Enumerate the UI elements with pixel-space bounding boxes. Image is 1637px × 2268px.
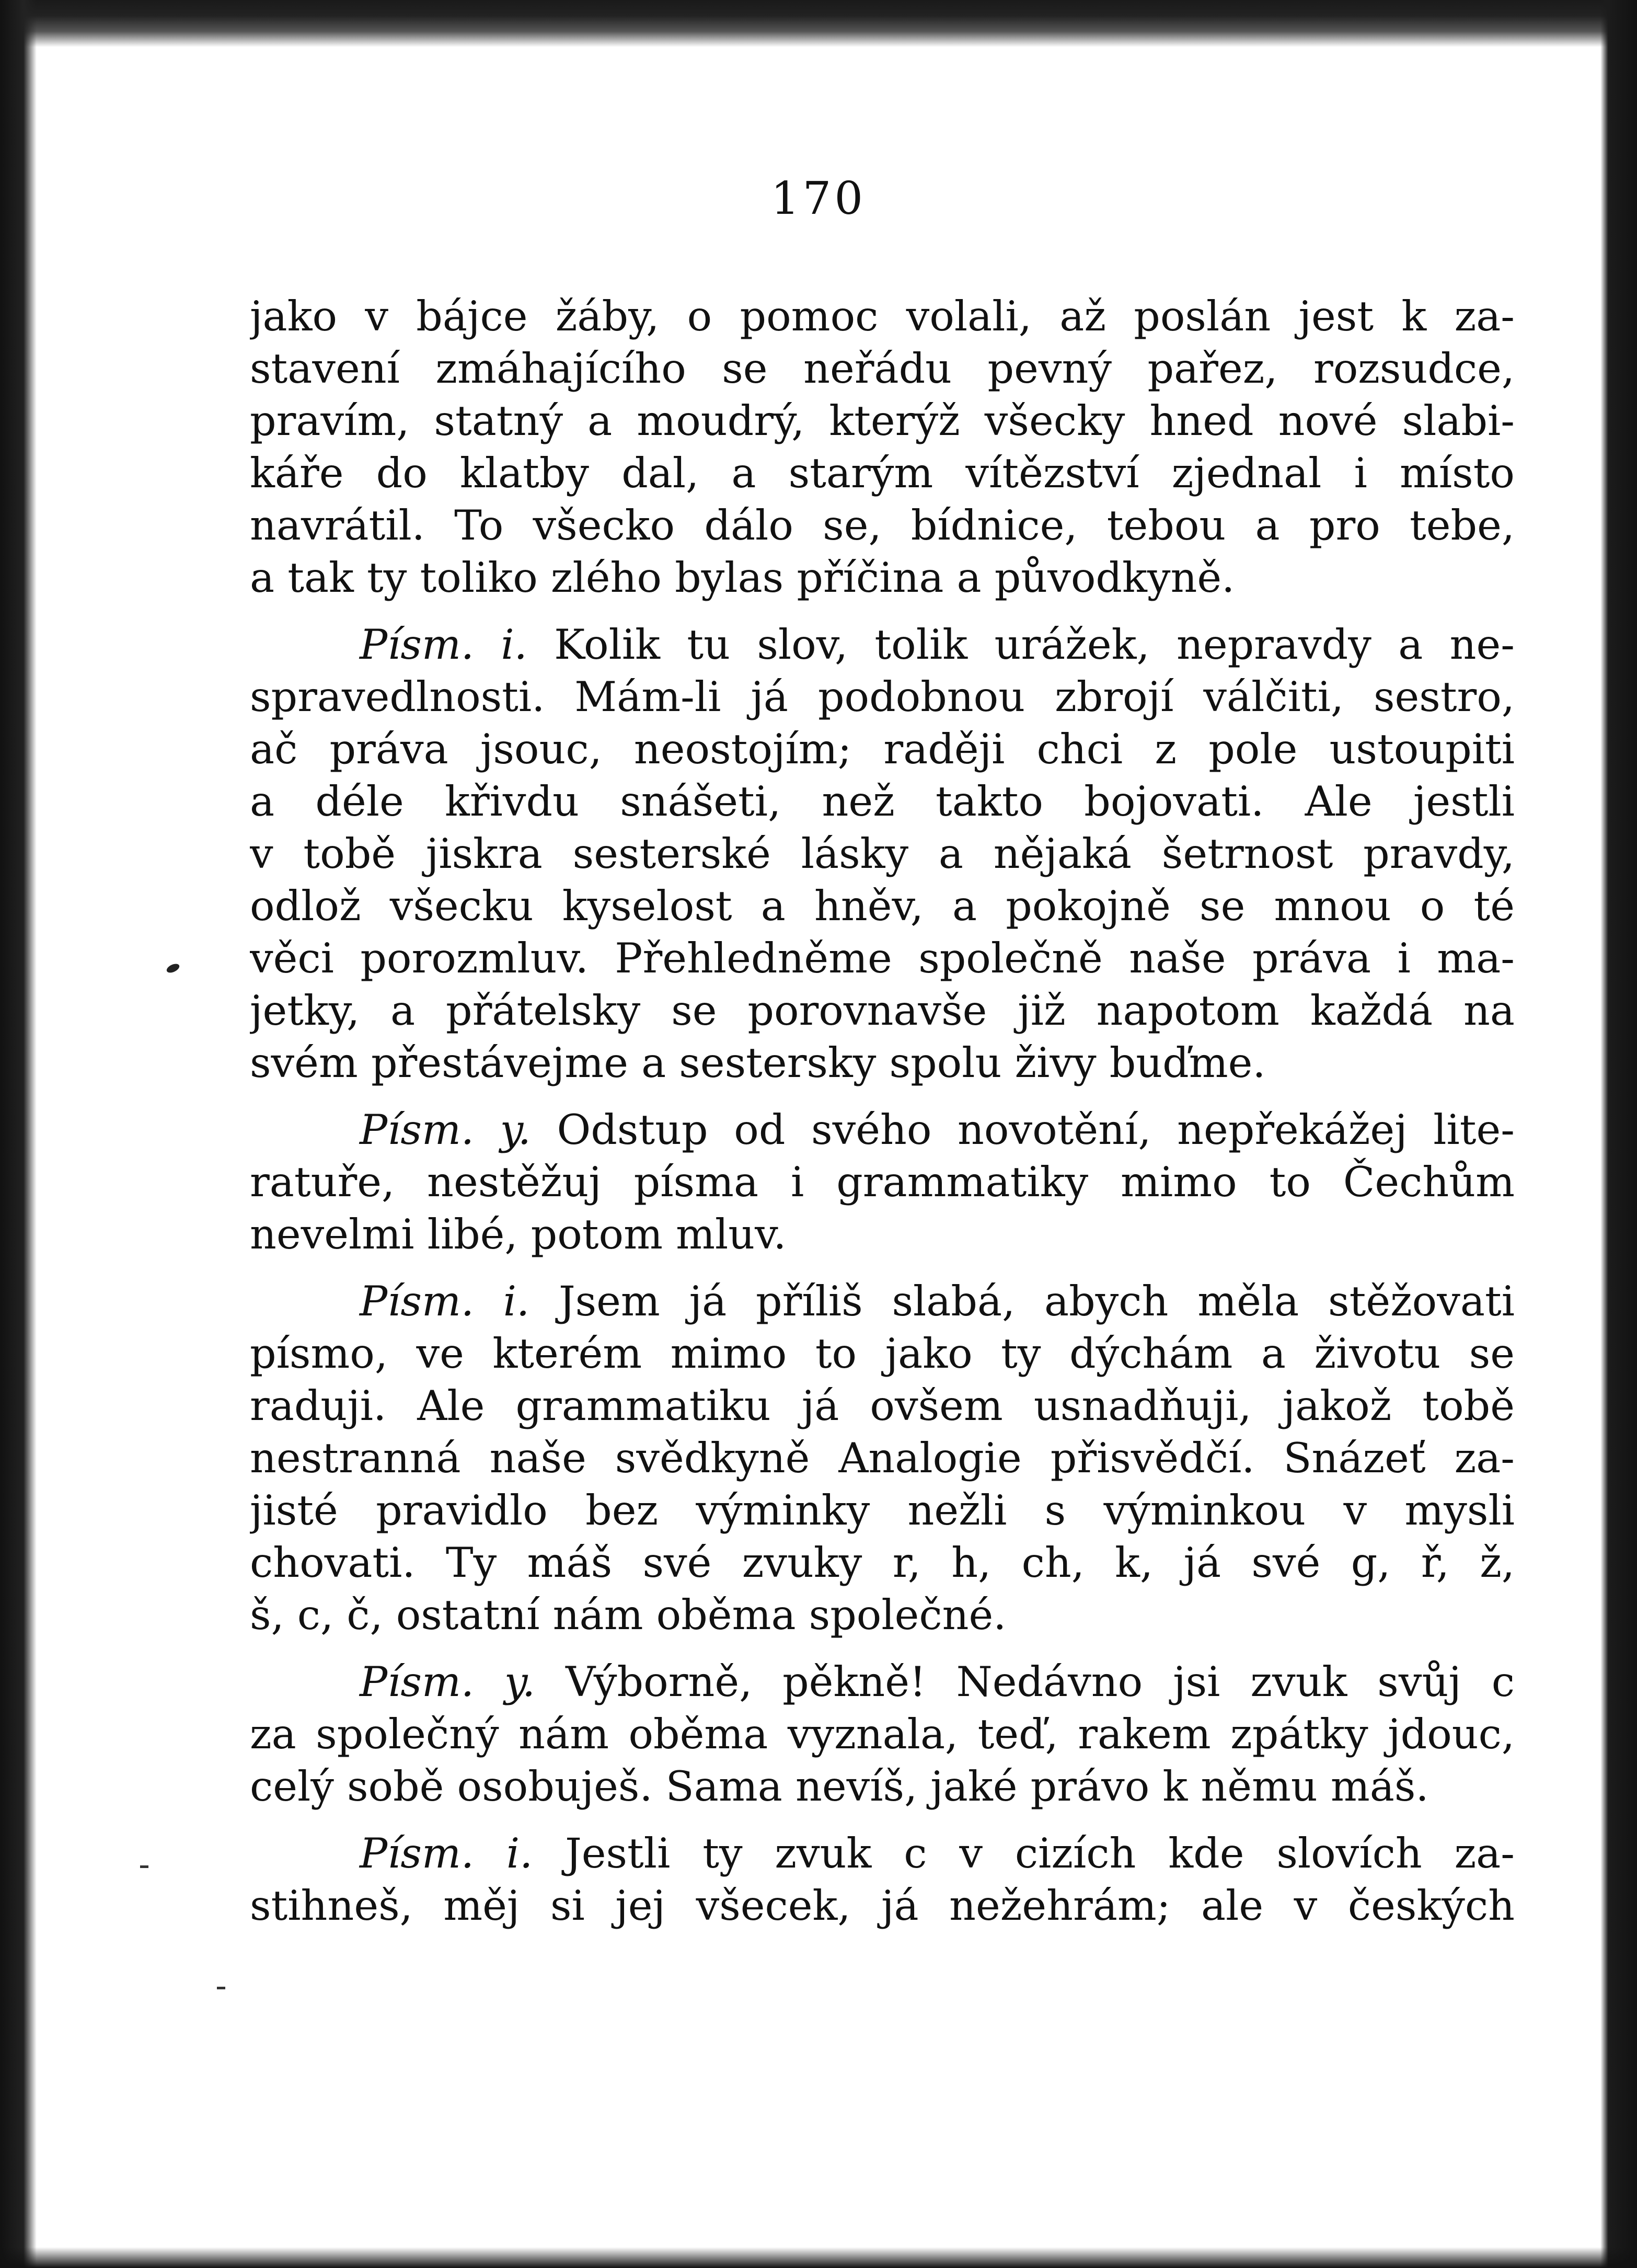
text-line <box>250 618 1515 671</box>
text-line <box>250 1880 1515 1932</box>
line-text: svém přestávejme a sestersky spolu živy buďme. <box>250 1039 1266 1087</box>
scan-border-top <box>0 0 1637 47</box>
paragraph-gap <box>250 1261 1515 1275</box>
text-line <box>250 342 1515 395</box>
text-line <box>250 1537 1515 1589</box>
ink-speck <box>217 1987 225 1989</box>
line-text: věci porozmluv. Přehledněme společně naše práva i ma- <box>250 934 1515 982</box>
body-text <box>250 290 1515 1932</box>
line-text: jisté pravidlo bez výminky nežli s výminkou v mysli <box>250 1486 1515 1534</box>
speaker-label: Písm. i. <box>360 1277 530 1325</box>
paragraph-gap <box>250 1641 1515 1656</box>
line-text: jako v bájce žáby, o pomoc volali, až poslán jest k za- <box>250 292 1515 340</box>
text-line <box>250 1827 1515 1880</box>
line-text: a déle křivdu snášeti, než takto bojovati. Ale jestli <box>250 777 1515 826</box>
text-line <box>250 1760 1515 1813</box>
text-line <box>250 1432 1515 1484</box>
scan-border-bottom <box>0 2247 1637 2268</box>
scan-border-right <box>1600 0 1637 2268</box>
line-text: navrátil. To všecko dálo se, bídnice, tebou a pro tebe, <box>250 501 1515 549</box>
text-line <box>250 1589 1515 1641</box>
line-text: stavení zmáhajícího se neřádu pevný pařez, rozsudce, <box>250 345 1515 393</box>
line-text: písmo, ve kterém mimo to jako ty dýchám a životu se <box>250 1330 1515 1378</box>
line-text: nevelmi libé, potom mluv. <box>250 1210 787 1258</box>
text-line <box>250 1208 1515 1261</box>
speaker-label: Písm. y. <box>360 1106 531 1154</box>
line-text: Odstup od svého novotění, nepřekážej lite- <box>557 1106 1515 1154</box>
text-line <box>250 1275 1515 1327</box>
line-text: Jestli ty zvuk c v cizích kde slovích za- <box>565 1829 1515 1877</box>
text-line <box>250 1104 1515 1156</box>
text-line <box>250 1037 1515 1089</box>
line-text: stihneš, měj si jej všecek, já nežehrám; ale v českých <box>250 1882 1515 1930</box>
text-line <box>250 1484 1515 1537</box>
line-text: nestranná naše svědkyně Analogie přisvědčí. Snázeť za- <box>250 1434 1515 1482</box>
text-line <box>250 1656 1515 1708</box>
text-line <box>250 1380 1515 1432</box>
page-number: 170 <box>770 173 867 225</box>
line-text: Výborně, pěkně! Nedávno jsi zvuk svůj c <box>566 1658 1515 1706</box>
paragraph-gap <box>250 1089 1515 1104</box>
text-line <box>250 984 1515 1037</box>
line-text: chovati. Ty máš své zvuky r, h, ch, k, já své g, ř, ž, <box>250 1539 1515 1587</box>
line-text: š, c, č, ostatní nám oběma společné. <box>250 1591 1007 1639</box>
line-text: pravím, statný a moudrý, kterýž všecky hned nové slabi- <box>250 397 1515 445</box>
text-line <box>250 290 1515 342</box>
paragraph-gap <box>250 604 1515 618</box>
text-line <box>250 552 1515 604</box>
text-line <box>250 395 1515 447</box>
line-text: spravedlnosti. Mám-li já podobnou zbrojí válčiti, sestro, <box>250 673 1515 721</box>
line-text: Jsem já příliš slabá, abych měla stěžovati <box>558 1277 1515 1325</box>
ink-speck <box>165 962 180 975</box>
line-text: Kolik tu slov, tolik urážek, nepravdy a ne- <box>554 621 1515 669</box>
line-text: odlož všecku kyselost a hněv, a pokojně se mnou o té <box>250 882 1515 930</box>
text-line <box>250 932 1515 984</box>
speaker-label: Písm. i. <box>360 621 527 669</box>
paragraph-gap <box>250 1813 1515 1827</box>
text-line <box>250 775 1515 828</box>
text-line <box>250 723 1515 775</box>
line-text: v tobě jiskra sesterské lásky a nějaká šetrnost pravdy, <box>250 830 1515 878</box>
speaker-label: Písm. i. <box>360 1829 533 1877</box>
scan-border-left <box>0 0 37 2268</box>
text-line <box>250 499 1515 552</box>
text-line <box>250 447 1515 499</box>
line-text: jetky, a přátelsky se porovnavše již napotom každá na <box>250 987 1515 1035</box>
line-text: ratuře, nestěžuj písma i grammatiky mimo to Čechům <box>250 1158 1515 1206</box>
text-line <box>250 880 1515 932</box>
speaker-label: Písm. y. <box>360 1658 536 1706</box>
line-text: ač práva jsouc, neostojím; raději chci z pole ustoupiti <box>250 725 1515 773</box>
text-line <box>250 1327 1515 1380</box>
ink-speck <box>140 1865 148 1868</box>
line-text: a tak ty toliko zlého bylas příčina a původkyně. <box>250 554 1235 602</box>
text-line <box>250 828 1515 880</box>
line-text: raduji. Ale grammatiku já ovšem usnadňuji, jakož tobě <box>250 1382 1515 1430</box>
line-text: celý sobě osobuješ. Sama nevíš, jaké právo k němu máš. <box>250 1762 1429 1811</box>
text-line <box>250 671 1515 723</box>
line-text: za společný nám oběma vyznala, teď, rakem zpátky jdouc, <box>250 1710 1515 1758</box>
line-text: káře do klatby dal, a starým vítězství zjednal i místo <box>250 449 1515 497</box>
text-line <box>250 1156 1515 1208</box>
text-line <box>250 1708 1515 1760</box>
